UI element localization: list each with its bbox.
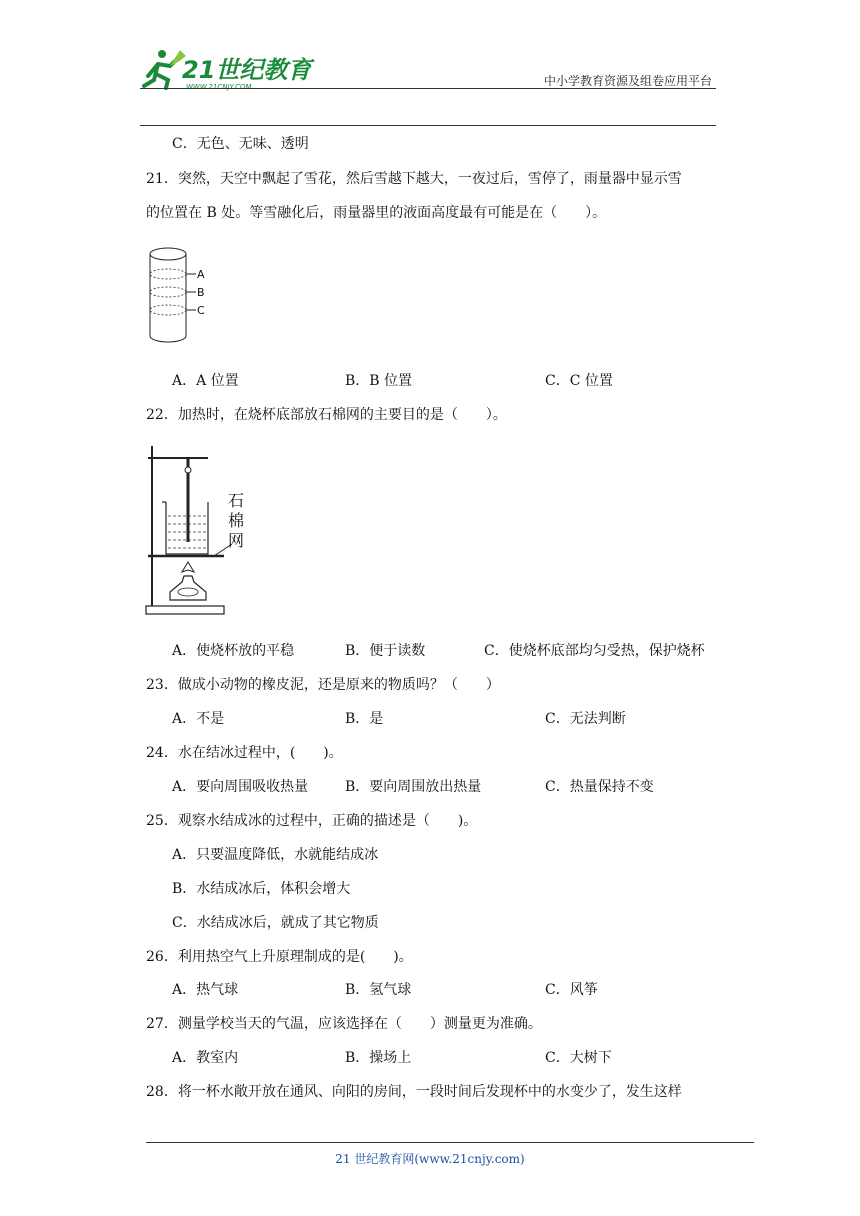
q21-line-2: 的位置在 B 处。等雪融化后，雨量器里的液面高度最有可能是在（ ）。	[146, 205, 607, 221]
gauze-label-3: 网	[228, 531, 245, 550]
gauze-label-2: 棉	[228, 511, 245, 530]
gauge-label-b: B	[197, 286, 205, 299]
q27-line-1: 27．测量学校当天的气温，应该选择在（ ）测量更为准确。	[146, 1016, 542, 1032]
site-logo	[140, 46, 315, 92]
q25-option-a: A．只要温度降低，水就能结成冰	[172, 847, 379, 863]
q24-option-b: B．要向周围放出热量	[345, 779, 482, 795]
gauge-label-a: A	[197, 268, 205, 281]
q24-option-a: A．要向周围吸收热量	[172, 779, 309, 795]
header-divider	[140, 88, 716, 89]
q23-option-b: B．是	[345, 711, 384, 727]
q27-option-b: B．操场上	[345, 1050, 412, 1066]
q21-line-1: 21．突然，天空中飘起了雪花，然后雪越下越大，一夜过后，雪停了，雨量器中显示雪	[146, 171, 682, 187]
q25-option-c: C．水结成冰后，就成了其它物质	[172, 915, 379, 931]
svg-text:WWW.21CNJY.COM: WWW.21CNJY.COM	[186, 83, 252, 91]
q27-option-a: A．教室内	[172, 1050, 239, 1066]
page-header	[140, 40, 716, 92]
svg-text:21世纪教育: 21世纪教育	[182, 56, 312, 84]
q23-option-c: C．无法判断	[545, 711, 626, 727]
rain-gauge-figure	[146, 244, 216, 344]
prev-option-c: C．无色、无味、透明	[172, 136, 309, 152]
q26-option-b: B．氢气球	[345, 982, 412, 998]
q21-option-a: A．A 位置	[172, 373, 239, 389]
q22-option-a: A．使烧杯放的平稳	[172, 643, 295, 659]
q26-line-1: 26．利用热空气上升原理制成的是( )。	[146, 949, 413, 965]
q28-line-1: 28．将一杯水敞开放在通风、向阳的房间，一段时间后发现杯中的水变少了，发生这样	[146, 1084, 682, 1100]
heating-apparatus-figure	[144, 444, 254, 618]
q26-option-c: C．风筝	[545, 982, 598, 998]
platform-name: 中小学教育资源及组卷应用平台	[543, 74, 712, 88]
q26-option-a: A．热气球	[172, 982, 239, 998]
q22-option-b: B．便于读数	[345, 643, 426, 659]
q21-option-c: C．C 位置	[545, 373, 613, 389]
q22-line-1: 22．加热时，在烧杯底部放石棉网的主要目的是（ ）。	[146, 407, 507, 423]
q23-line-1: 23．做成小动物的橡皮泥，还是原来的物质吗？（ ）	[146, 677, 500, 693]
q24-option-c: C．热量保持不变	[545, 779, 654, 795]
footer-text: 21 世纪教育网(www.21cnjy.com)	[335, 1152, 525, 1166]
q21-option-b: B．B 位置	[345, 373, 413, 389]
gauge-label-c: C	[197, 304, 205, 317]
q23-option-a: A．不是	[172, 711, 225, 727]
q27-option-c: C．大树下	[545, 1050, 612, 1066]
q25-line-1: 25．观察水结成冰的过程中，正确的描述是（ )。	[146, 813, 478, 829]
content-divider	[140, 125, 716, 126]
q25-option-b: B．水结成冰后，体积会增大	[172, 881, 351, 897]
gauze-label-1: 石	[228, 491, 245, 510]
footer-divider	[146, 1142, 754, 1143]
q24-line-1: 24．水在结冰过程中，( )。	[146, 745, 343, 761]
q22-option-c: C．使烧杯底部均匀受热，保护烧杯	[484, 643, 705, 659]
